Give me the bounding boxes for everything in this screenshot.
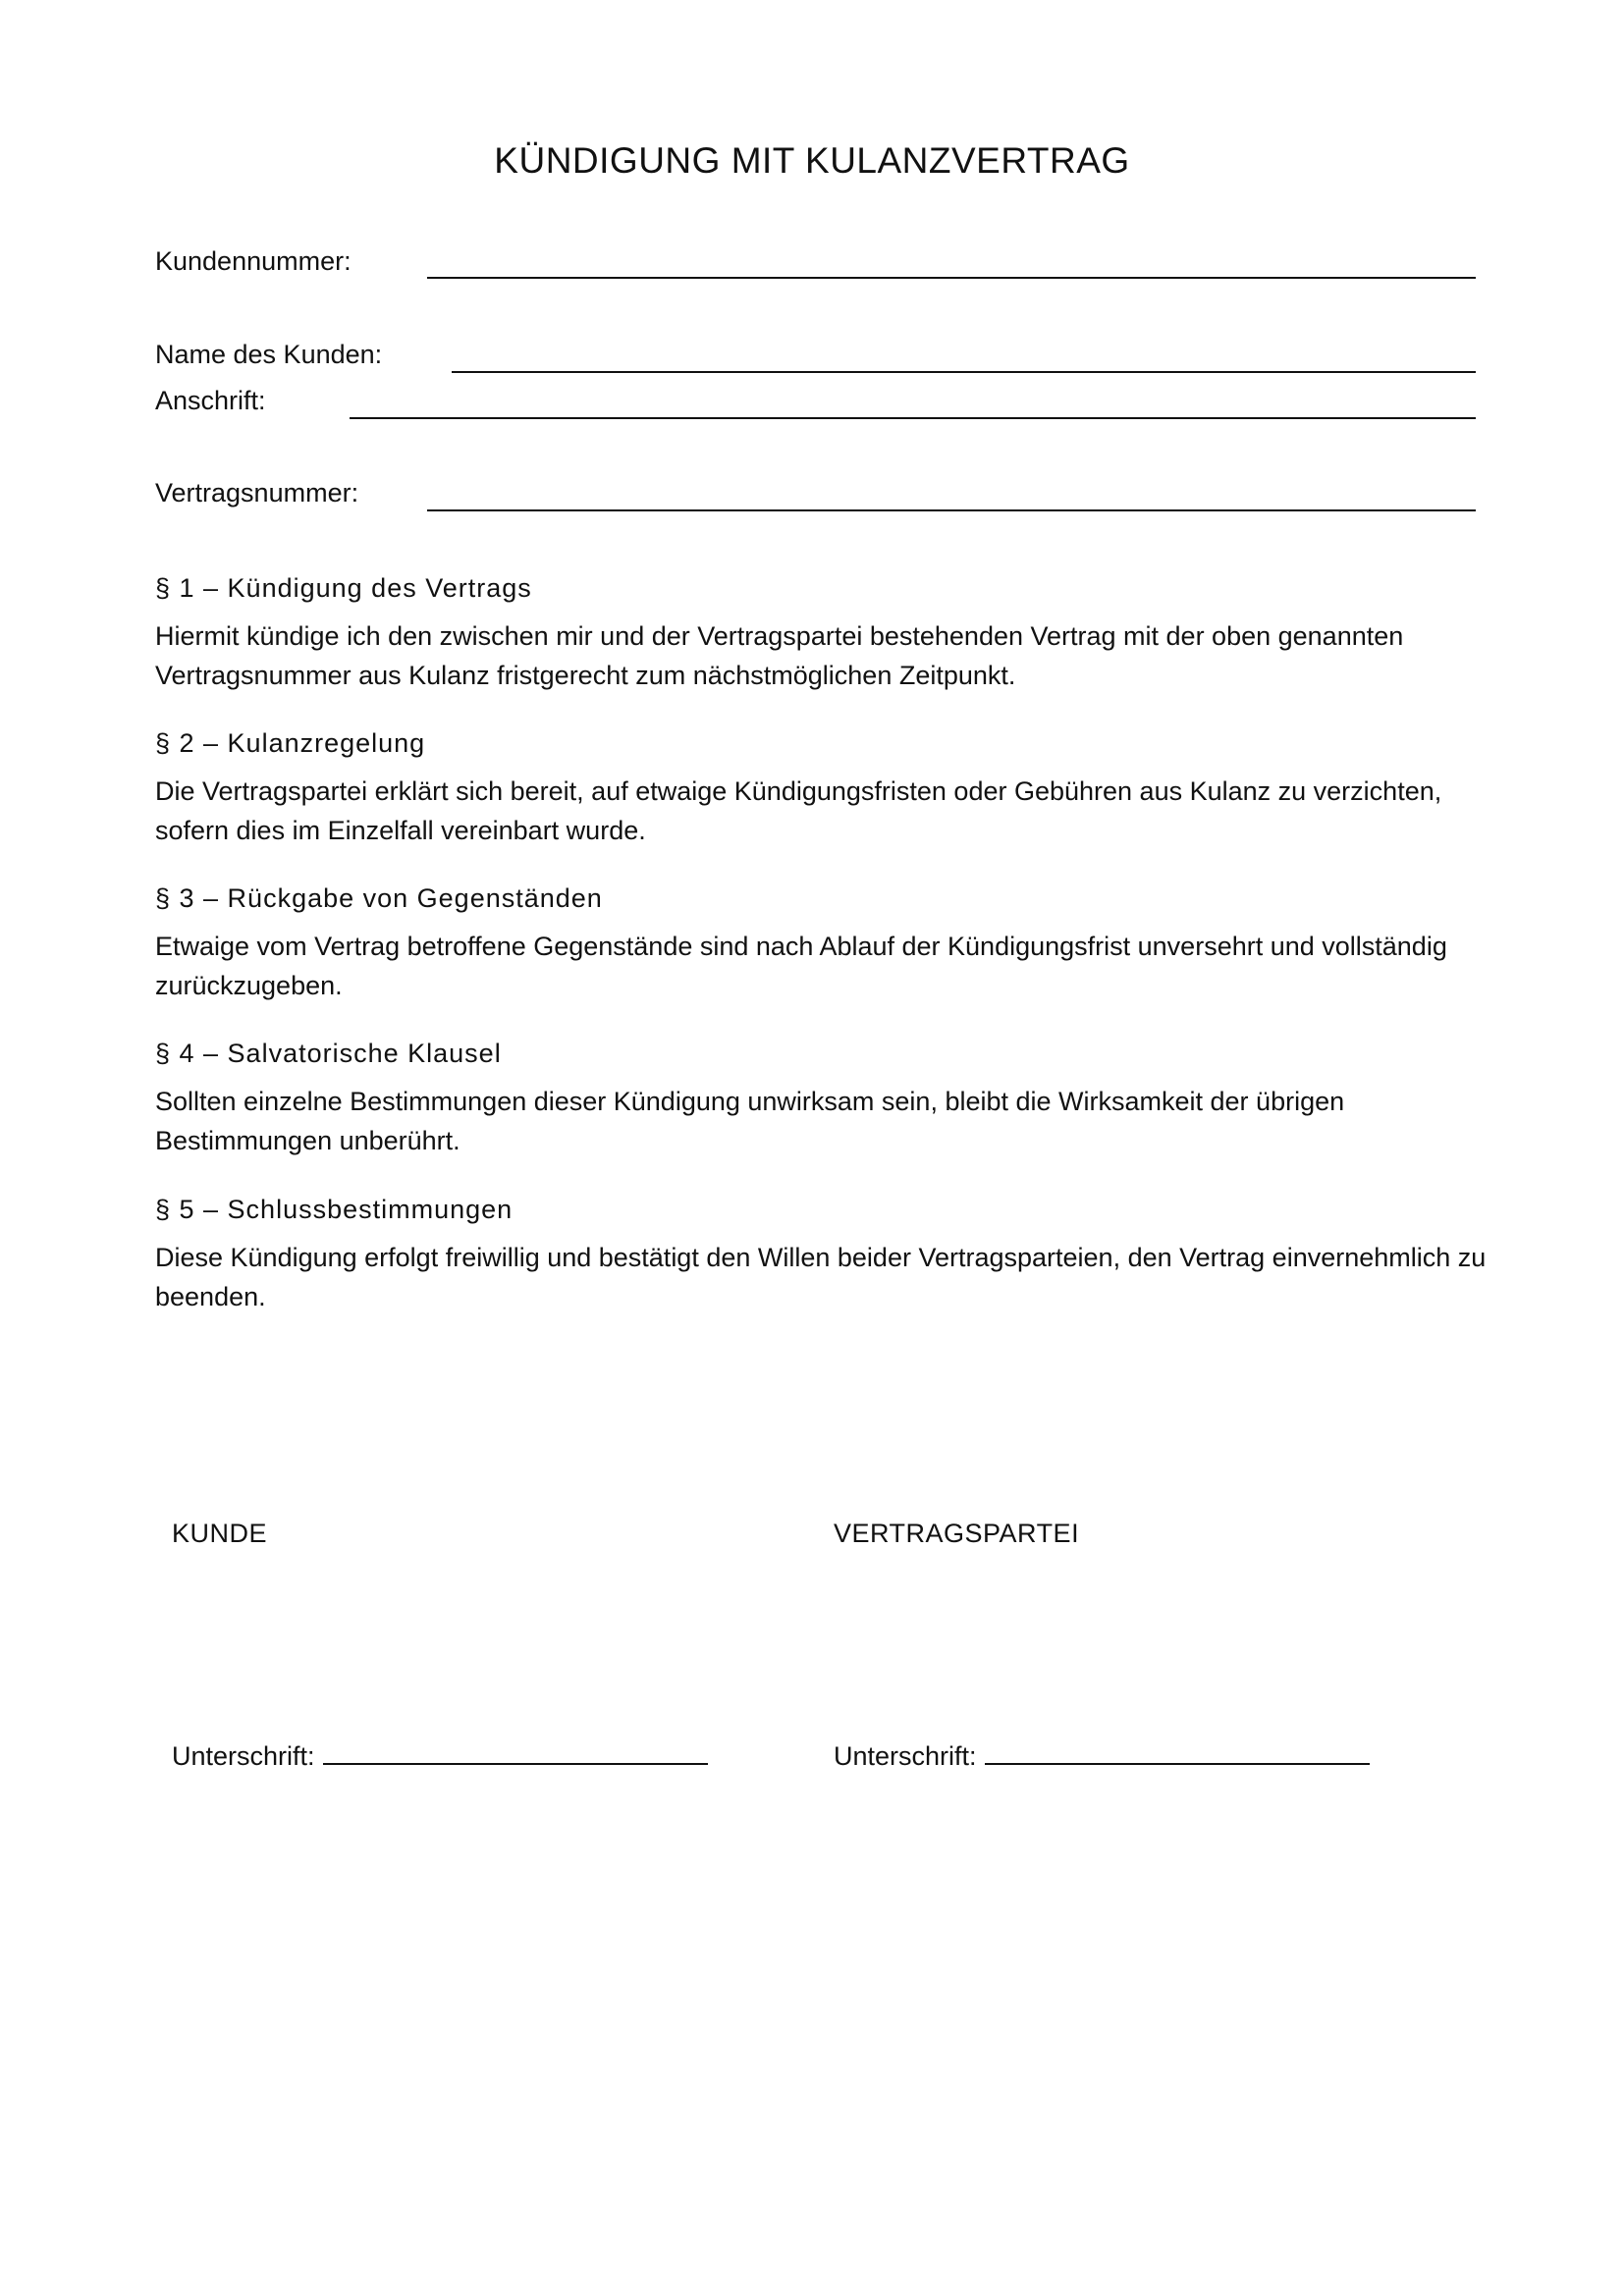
section-body: Die Vertragspartei erklärt sich bereit, auf etwaige Kündigungsfristen oder Gebühren aus Kulanz zu verzichten, sofern dies im Einzelfall vereinbart wurde. [155, 776, 1442, 845]
customer-party-label: KUNDE [172, 1519, 268, 1548]
section-1 [155, 571, 1490, 695]
section-heading: § 4 – Salvatorische Klausel [155, 1039, 502, 1068]
section-4 [155, 1037, 1490, 1160]
customer-name-field[interactable] [452, 371, 1476, 373]
section-heading: § 3 – Rückgabe von Gegenständen [155, 883, 603, 913]
customer-number-label: Kundennummer: [155, 246, 352, 276]
address-field[interactable] [350, 417, 1476, 419]
section-heading: § 5 – Schlussbestimmungen [155, 1195, 514, 1224]
contract-number-field[interactable] [427, 509, 1476, 511]
section-body: Etwaige vom Vertrag betroffene Gegenstände sind nach Ablauf der Kündigungsfrist unversehrt und vollständig zurückzugeben. [155, 932, 1447, 1000]
section-heading: § 2 – Kulanzregelung [155, 728, 426, 758]
section-body: Sollten einzelne Bestimmungen dieser Kündigung unwirksam sein, bleibt die Wirksamkeit der übrigen Bestimmungen unberührt. [155, 1087, 1345, 1155]
contract-number-label: Vertragsnummer: [155, 478, 359, 507]
customer-signature-line[interactable] [323, 1737, 708, 1765]
customer-number-field[interactable] [427, 277, 1476, 279]
section-body: Diese Kündigung erfolgt freiwillig und bestätigt den Willen beider Vertragsparteien, den Vertrag einvernehmlich zu beenden. [155, 1243, 1487, 1311]
section-heading: § 1 – Kündigung des Vertrags [155, 573, 532, 603]
customer-name-label: Name des Kunden: [155, 340, 383, 369]
contract-party-label: VERTRAGSPARTEI [834, 1519, 1080, 1548]
section-5 [155, 1193, 1490, 1316]
contract-party-signature-label: Unterschrift: [834, 1741, 977, 1771]
section-2 [155, 726, 1490, 850]
address-label: Anschrift: [155, 386, 266, 415]
customer-signature [172, 1737, 708, 1772]
section-body: Hiermit kündige ich den zwischen mir und der Vertragspartei bestehenden Vertrag mit der oben genannten Vertragsnummer aus Kulanz fristgerecht zum nächstmöglichen Zeitpunkt. [155, 621, 1404, 690]
page-title: KÜNDIGUNG MIT KULANZVERTRAG [494, 139, 1130, 181]
customer-signature-label: Unterschrift: [172, 1741, 315, 1771]
contract-party-signature [834, 1737, 1370, 1772]
contract-party-signature-line[interactable] [985, 1737, 1370, 1765]
section-3 [155, 881, 1490, 1005]
